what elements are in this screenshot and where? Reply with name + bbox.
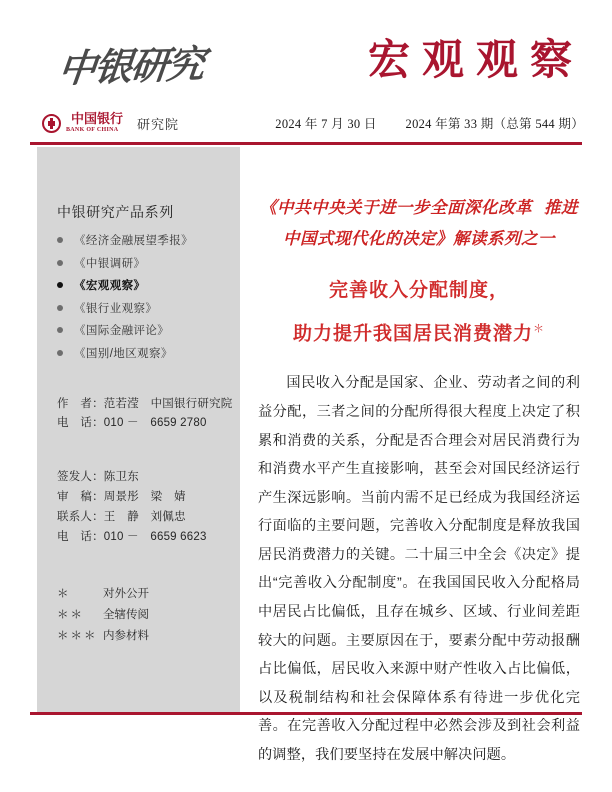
sidebar-item-boc-research[interactable]: [57, 252, 237, 275]
title-footnote-marker: ＊: [533, 323, 545, 335]
sidebar-item-label: 《中银调研》: [74, 257, 146, 270]
publication-issue: 2024 年第 33 期（总第 544 期）: [405, 117, 584, 131]
series-list: [57, 229, 237, 364]
bullet-icon: [57, 237, 63, 243]
boc-name-en: BANK OF CHINA: [66, 127, 119, 133]
header-meta: [275, 114, 584, 132]
sidebar-item-label: 《银行业观察》: [74, 302, 158, 315]
masthead-logo: [55, 40, 225, 100]
footer-divider-rule: [30, 712, 582, 715]
legend-label: 内参材料: [103, 630, 149, 642]
series-subtitle-text-a: 《中共中央关于进一步全面深化改革: [260, 198, 532, 217]
document-title: [258, 272, 580, 353]
legend-row: [57, 584, 237, 605]
bullet-icon: [57, 282, 63, 288]
signer-line: 签发人：陈卫东: [57, 471, 139, 483]
author-phone-line: 电 话：010 － 6659 2780: [57, 417, 207, 429]
contact-line: 联系人：王 静 刘佩忠: [57, 511, 186, 523]
sidebar-item-banking-observation[interactable]: [57, 297, 237, 320]
bullet-icon: [57, 305, 63, 311]
legend-mark: ＊: [57, 588, 71, 600]
masthead-logo-text: 中银研究: [55, 44, 206, 92]
bullet-icon: [57, 350, 63, 356]
series-subtitle-text-b: 推进: [544, 198, 578, 217]
sidebar-content: [37, 147, 240, 712]
sidebar-item-label: 《国别/地区观察》: [74, 347, 173, 360]
legend-row: [57, 626, 237, 647]
sidebar-item-economic-finance-quarterly[interactable]: [57, 229, 237, 252]
contact-phone-line: 电 话：010 － 6659 6623: [57, 531, 207, 543]
sidebar-item-label: 《宏观观察》: [74, 280, 146, 293]
sidebar-item-label: 《国际金融评论》: [74, 325, 170, 338]
boc-name-stack: [66, 112, 123, 134]
signer-block: [57, 467, 237, 547]
series-subtitle: [258, 192, 580, 254]
sidebar-item-country-region-observation[interactable]: [57, 342, 237, 365]
document-title-text: 助力提升我国居民消费潜力: [292, 323, 533, 345]
author-block: [57, 395, 237, 433]
bullet-icon: [57, 327, 63, 333]
reviewer-line: 审 稿：周景彤 梁 婧: [57, 491, 186, 503]
document-title-line-1: 完善收入分配制度，: [328, 280, 509, 301]
abstract-paragraph: 国民收入分配是国家、企业、劳动者之间的利益分配，三者之间的分配所得很大程度上决定了积累和消费的关系，分配是否合理会对居民消费行为和消费水平产生直接影响，甚至会对国民经济运行产生深远影响。当前内需不足已经成为我国经济运行面临的主要问题，完善收入分配制度是释放我国居民消费潜力的关键。二十届三中全会《决定》提出“完善收入分配制度”。在我国国民收入分配格局中居民占比偏低，且存在城乡、区域、行业间差距较大的问题。主要原因在于，要素分配中劳动报酬占比偏低，居民收入来源中财产性收入占比偏低，以及税制结构和社会保障体系有待进一步优化完善。在完善收入分配过程中必然会涉及到社会利益的调整，我们要坚持在发展中解决问题。: [258, 375, 580, 764]
bank-of-china-logo: [42, 110, 179, 136]
header-divider-rule: [30, 142, 582, 145]
boc-emblem-icon: [42, 114, 61, 133]
publication-title: 宏观观察: [367, 36, 584, 83]
author-line: 作 者：范若滢 中国银行研究院: [57, 398, 233, 410]
publication-date: 2024 年 7 月 30 日: [275, 117, 377, 131]
series-subtitle-line-1: [258, 192, 580, 223]
legend-label: 对外公开: [103, 588, 149, 600]
document-title-line-2: [258, 310, 580, 353]
series-heading: 中银研究产品系列: [57, 204, 174, 220]
boc-institute-label: 研究院: [137, 116, 180, 132]
main-column: [258, 147, 580, 770]
sidebar-item-label: 《经济金融展望季报》: [74, 235, 193, 248]
boc-name-cn: 中国银行: [71, 111, 124, 126]
sidebar-item-macro-observation[interactable]: [57, 274, 237, 297]
legend-label: 全辖传阅: [103, 609, 149, 621]
distribution-legend: [57, 584, 237, 647]
sidebar: [37, 147, 240, 712]
series-subtitle-line-2: 中国式现代化的决定》解读系列之一: [283, 229, 555, 248]
bullet-icon: [57, 260, 63, 266]
legend-row: [57, 605, 237, 626]
sidebar-item-international-finance-review[interactable]: [57, 319, 237, 342]
legend-mark: ＊＊: [57, 609, 84, 621]
legend-mark: ＊＊＊: [57, 630, 98, 642]
